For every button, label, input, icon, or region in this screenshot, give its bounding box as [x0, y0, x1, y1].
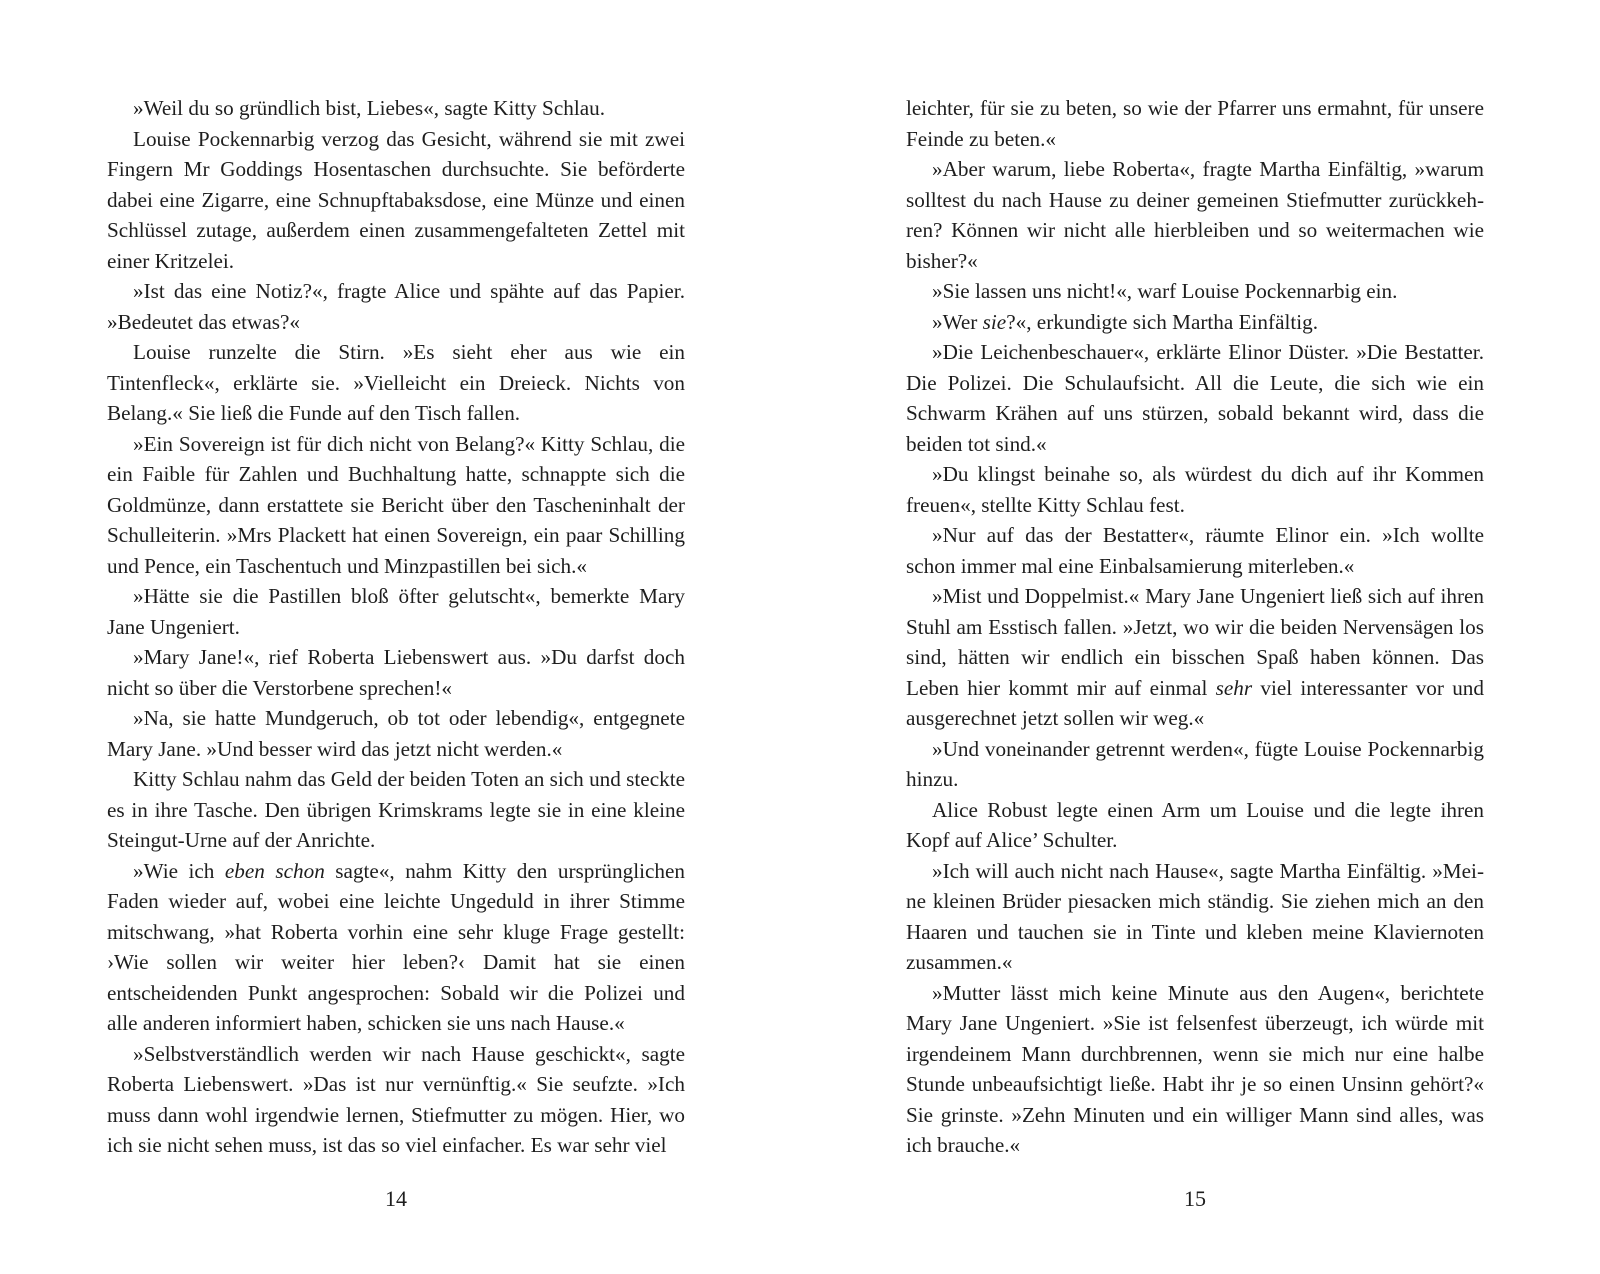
emphasis-text: sehr — [1215, 675, 1253, 700]
paragraph — [107, 856, 685, 1039]
paragraph-text: »Sie lassen uns nicht!«, warf Louise Pockennarbig ein. — [932, 279, 1398, 303]
paragraph-text: »Ein Sovereign ist für dich nicht von Belang?« Kitty Schlau, die ein Faible für Zahlen und Buchhaltung hatte, schnappte sich die Goldmünze, dann erstattete sie Bericht über den Tascheninhalt der Schulleiterin. »Mrs Plackett hat einen Sovereign, ein paar Schilling und Pence, ein Taschentuch und Minzpastillen bei sich.« — [107, 431, 685, 578]
paragraph-text: sagte«, nahm Kitty den ursprünglichen Faden wieder auf, wobei eine leichte Ungeduld in ihrer Stimme mitschwang, »hat Roberta vorhin eine sehr kluge Frage gestellt: ›Wie sollen wir weiter hier leben?‹ Damit hat sie einen entscheidenden Punkt angesprochen: Sobald wir die Polizei und alle anderen informiert haben, schicken sie uns nach Hause.« — [107, 858, 685, 1035]
paragraph — [906, 734, 1484, 795]
paragraph-text: Kitty Schlau nahm das Geld der beiden Toten an sich und steckte es in ihre Tasche. Den übrigen Krimskrams legte sie in eine kleine Steingut-Urne auf der Anrichte. — [107, 767, 685, 852]
paragraph — [107, 124, 685, 277]
paragraph-text: ?«, erkundigte sich Martha Einfältig. — [1006, 309, 1319, 334]
emphasis-text: eben schon — [224, 858, 325, 883]
paragraph — [906, 154, 1484, 276]
paragraph — [906, 581, 1484, 734]
emphasis-text: sie — [982, 309, 1007, 334]
paragraph-text: Alice Robust legte einen Arm um Louise und die legte ihren Kopf auf Alice’ Schulter. — [906, 797, 1484, 852]
paragraph — [906, 337, 1484, 459]
paragraph-text: »Die Leichenbeschauer«, erklärte Elinor Düster. »Die Bestatter. Die Polizei. Die Schulaufsicht. All die Leute, die sich wie ein Schwarm Krähen auf uns stürzen, sobald bekannt wird, dass die beiden tot sind.« — [906, 340, 1484, 456]
paragraph — [107, 276, 685, 337]
paragraph-text: Louise Pockennarbig verzog das Gesicht, während sie mit zwei Fingern Mr Goddings Hosentaschen durchsuchte. Sie beförderte dabei eine Zigarre, eine Schnupftabaksdose, eine Münze und einen Schlüssel zutage, außerdem einen zusammengefalteten Zettel mit einer Kritzelei. — [107, 126, 685, 273]
paragraph-text: »Na, sie hatte Mundgeruch, ob tot oder lebendig«, entgegnete Mary Jane. »Und besser wird das jetzt nicht werden.« — [107, 706, 685, 761]
paragraph — [107, 429, 685, 582]
paragraph-text: »Wer — [932, 309, 983, 334]
paragraph-text: »Mist und Doppelmist.« Mary Jane Ungeniert ließ sich auf ihren Stuhl am Esstisch fallen. »Jetzt, wo wir die beiden Nervensägen los sind, hätten wir endlich ein bisschen Spaß haben können. Das Leben hier kommt mir auf einmal — [906, 584, 1484, 700]
right-page — [906, 93, 1484, 1274]
paragraph — [906, 520, 1484, 581]
paragraph — [107, 93, 685, 124]
paragraph — [107, 642, 685, 703]
paragraph — [906, 93, 1484, 154]
paragraph — [107, 581, 685, 642]
paragraph — [906, 795, 1484, 856]
paragraph-text: »Aber warum, liebe Roberta«, fragte Martha Einfältig, »warum solltest du nach Hause zu deiner gemeinen Stiefmutter zurückkehren? Können wir nicht alle hierbleiben und so weitermachen wie bisher?« — [906, 157, 1484, 273]
left-page-text — [107, 93, 685, 1161]
paragraph — [107, 1039, 685, 1161]
right-page-text — [906, 93, 1484, 1161]
paragraph-text: »Ich will auch nicht nach Hause«, sagte Martha Einfältig. »Meine kleinen Brüder piesacken mich ständig. Sie ziehen mich an den Haaren und tauchen sie in Tinte und kleben meine Klaviernoten zusammen.« — [906, 858, 1484, 974]
paragraph-text: »Wie ich — [133, 858, 225, 883]
paragraph — [906, 856, 1484, 978]
paragraph-text: »Ist das eine Notiz?«, fragte Alice und spähte auf das Papier. »Bedeutet das etwas?« — [107, 279, 685, 334]
paragraph-text: »Selbstverständlich werden wir nach Hause geschickt«, sagte Roberta Liebenswert. »Das ist nur vernünftig.« Sie seufzte. »Ich muss dann wohl irgendwie lernen, Stiefmutter zu mögen. Hier, wo ich sie nicht sehen muss, ist das so viel einfacher. Es war sehr viel — [107, 1041, 685, 1157]
paragraph-text: »Mary Jane!«, rief Roberta Liebenswert aus. »Du darfst doch nicht so über die Verstorbene sprechen!« — [107, 645, 685, 700]
paragraph — [906, 459, 1484, 520]
paragraph-text: »Weil du so gründlich bist, Liebes«, sagte Kitty Schlau. — [133, 96, 606, 120]
left-page-number: 14 — [385, 1186, 407, 1211]
paragraph-text: Louise runzelte die Stirn. »Es sieht eher aus wie ein Tintenfleck«, erklärte sie. »Vielleicht ein Dreieck. Nichts von Belang.« Sie ließ die Funde auf den Tisch fallen. — [107, 340, 685, 425]
paragraph — [107, 764, 685, 856]
paragraph — [906, 276, 1484, 307]
paragraph-text: leichter, für sie zu beten, so wie der Pfarrer uns ermahnt, für unsere Feinde zu beten.« — [906, 96, 1484, 151]
paragraph-text: »Und voneinander getrennt werden«, fügte Louise Pockennarbig hinzu. — [906, 736, 1484, 791]
left-page — [107, 93, 685, 1274]
right-page-number: 15 — [1184, 1186, 1206, 1211]
paragraph-text: viel interessanter vor und ausgerechnet jetzt sollen wir weg.« — [906, 675, 1484, 730]
paragraph-text: »Hätte sie die Pastillen bloß öfter gelutscht«, bemerkte Mary Jane Ungeniert. — [107, 584, 685, 639]
paragraph — [107, 703, 685, 764]
paragraph-text: »Mutter lässt mich keine Minute aus den Augen«, berichtete Mary Jane Ungeniert. »Sie ist felsenfest überzeugt, ich würde mit irgendeinem Mann durchbrennen, wenn sie mich nur eine halbe Stunde unbeaufsichtigt ließe. Habt ihr je so einen Unsinn gehört?« Sie grinste. »Zehn Minuten und ein williger Mann sind alles, was ich brauche.« — [906, 980, 1484, 1157]
paragraph-text: »Du klingst beinahe so, als würdest du dich auf ihr Kommen freuen«, stellte Kitty Schlau fest. — [906, 462, 1484, 517]
paragraph-text: »Nur auf das der Bestatter«, räumte Elinor ein. »Ich wollte schon immer mal eine Einbalsamierung miterleben.« — [906, 523, 1484, 578]
paragraph — [906, 307, 1484, 338]
paragraph — [107, 337, 685, 429]
paragraph — [906, 978, 1484, 1161]
